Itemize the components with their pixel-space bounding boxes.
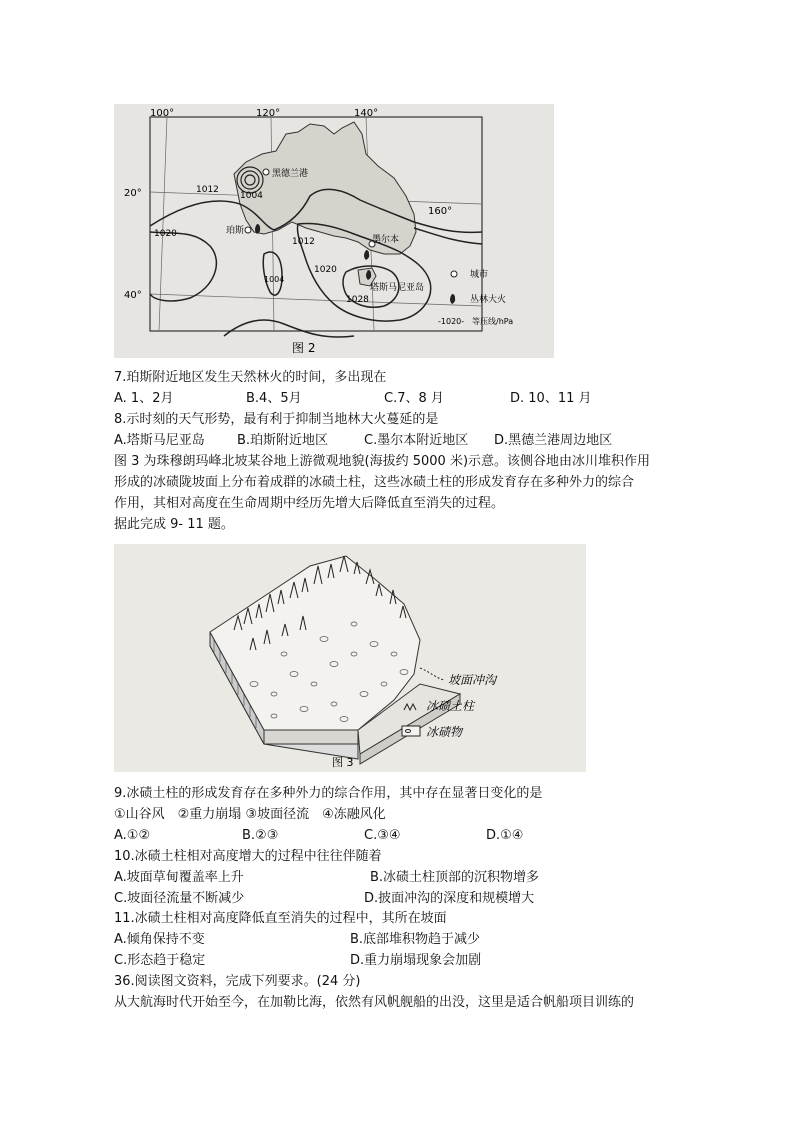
q8-option-c[interactable]: C.墨尔本附近地区 xyxy=(364,433,469,448)
isobar-map-svg xyxy=(114,104,554,358)
question-10-stem: 10.冰碛土柱相对高度增大的过程中往往伴随着 xyxy=(114,849,382,864)
q7-option-a[interactable]: A. 1、2月 xyxy=(114,391,174,406)
intro-line-3: 作用，其相对高度在生命周期中经历先增大后降低直至消失的过程。 xyxy=(114,496,505,511)
label-gully: 坡面冲沟 xyxy=(448,673,497,687)
q9-option-b[interactable]: B.②③ xyxy=(242,828,279,843)
isobar-value: 1012 xyxy=(196,185,219,195)
perth-city-marker xyxy=(245,227,251,233)
place-port-hedland: 黑德兰港 xyxy=(272,169,309,179)
question-9-stem: 9.冰碛土柱的形成发育存在多种外力的综合作用，其中存在显著日变化的是 xyxy=(114,786,543,801)
isobar-1020-west xyxy=(150,232,216,301)
lat-label: 40° xyxy=(124,290,142,301)
isobar-value: 1004 xyxy=(264,275,285,284)
q8-option-a[interactable]: A.塔斯马尼亚岛 xyxy=(114,433,205,448)
intro-line-2: 形成的冰碛陇坡面上分布着成群的冰碛土柱，这些冰碛土柱的形成发育存在多种外力的综合 xyxy=(114,475,635,490)
q10-option-a[interactable]: A.坡面草甸覆盖率上升 xyxy=(114,870,244,885)
q8-option-b[interactable]: B.珀斯附近地区 xyxy=(237,433,329,448)
lat-label: 20° xyxy=(124,188,142,199)
melbourne-fire-icon xyxy=(364,250,369,260)
q11-option-c[interactable]: C.形态趋于稳定 xyxy=(114,953,206,968)
gully-pointer xyxy=(420,668,444,680)
place-melbourne: 墨尔本 xyxy=(372,235,400,245)
q8-option-d[interactable]: D.黑德兰港周边地区 xyxy=(494,433,613,448)
q11-option-a[interactable]: A.倾角保持不变 xyxy=(114,932,205,947)
intro-line-4: 据此完成 9- 11 题。 xyxy=(114,517,234,532)
question-8-stem: 8.示时刻的天气形势，最有利于抑制当地林大火蔓延的是 xyxy=(114,412,439,427)
q7-option-d[interactable]: D. 10、11 月 xyxy=(510,391,592,406)
label-pillar: 冰碛土柱 xyxy=(426,699,475,713)
isobar-value: 1020 xyxy=(154,229,177,239)
isobar-1004-low xyxy=(263,252,285,295)
question-36-text: 从大航海时代开始至今，在加勒比海，依然有风帆舰船的出没，这里是适合帆船项目训练的 xyxy=(114,995,635,1010)
q10-option-c[interactable]: C.坡面径流量不断减少 xyxy=(114,891,245,906)
figure-3-caption: 图 3 xyxy=(332,756,354,769)
intro-line-1: 图 3 为珠穆朗玛峰北坡某谷地上游微观地貌(海拔约 5000 米)示意。该侧谷地由冰川堆积作用 xyxy=(114,454,651,469)
isobar-value: 1012 xyxy=(292,237,315,247)
figure-2-caption: 图 2 xyxy=(292,341,316,355)
label-moraine: 冰碛物 xyxy=(426,725,463,739)
q9-option-d[interactable]: D.①④ xyxy=(486,828,524,843)
q11-option-b[interactable]: B.底部堆积物趋于减少 xyxy=(350,932,481,947)
port-hedland-city-marker xyxy=(263,169,269,175)
q7-option-b[interactable]: B.4、5月 xyxy=(246,391,302,406)
figure-3-block-diagram xyxy=(114,544,586,772)
lon-label: 120° xyxy=(256,108,281,119)
lon-label: 160° xyxy=(428,206,453,217)
question-9-items: ①山谷风 ②重力崩塌 ③坡面径流 ④冻融风化 xyxy=(114,807,386,822)
legend-isobar-label: 等压线/hPa xyxy=(472,317,514,326)
legend-isobar-sample: -1020- xyxy=(438,317,465,326)
q9-option-c[interactable]: C.③④ xyxy=(364,828,401,843)
lon-label: 140° xyxy=(354,108,379,119)
legend-city-icon xyxy=(451,271,457,277)
question-11-stem: 11.冰碛土柱相对高度降低直至消失的过程中，其所在坡面 xyxy=(114,911,447,926)
place-perth: 珀斯 xyxy=(226,226,245,236)
q10-option-d[interactable]: D.披面冲沟的深度和规模增大 xyxy=(364,891,535,906)
question-36-stem: 36.阅读图文资料，完成下列要求。(24 分) xyxy=(114,974,361,989)
q9-option-a[interactable]: A.①② xyxy=(114,828,151,843)
q10-option-b[interactable]: B.冰碛土柱顶部的沉积物增多 xyxy=(370,870,540,885)
lon-label: 100° xyxy=(150,108,175,119)
isobar-value: 1020 xyxy=(314,265,337,275)
legend-fire-label: 丛林大火 xyxy=(470,295,507,305)
block-diagram-svg xyxy=(114,544,586,772)
question-7-stem: 7.珀斯附近地区发生天然林火的时间，多出现在 xyxy=(114,370,387,385)
place-tasmania: 塔斯马尼亚岛 xyxy=(370,283,425,293)
legend-fire-icon xyxy=(450,294,455,304)
q11-option-d[interactable]: D.重力崩塌现象会加剧 xyxy=(350,953,482,968)
figure-2-isobar-map xyxy=(114,104,554,358)
isobar-value: 1028 xyxy=(346,295,369,305)
legend-city-label: 城市 xyxy=(470,270,489,280)
isobar-value: 1004 xyxy=(240,191,263,201)
q7-option-c[interactable]: C.7、8 月 xyxy=(384,391,444,406)
isobar-south-edge xyxy=(224,320,354,337)
